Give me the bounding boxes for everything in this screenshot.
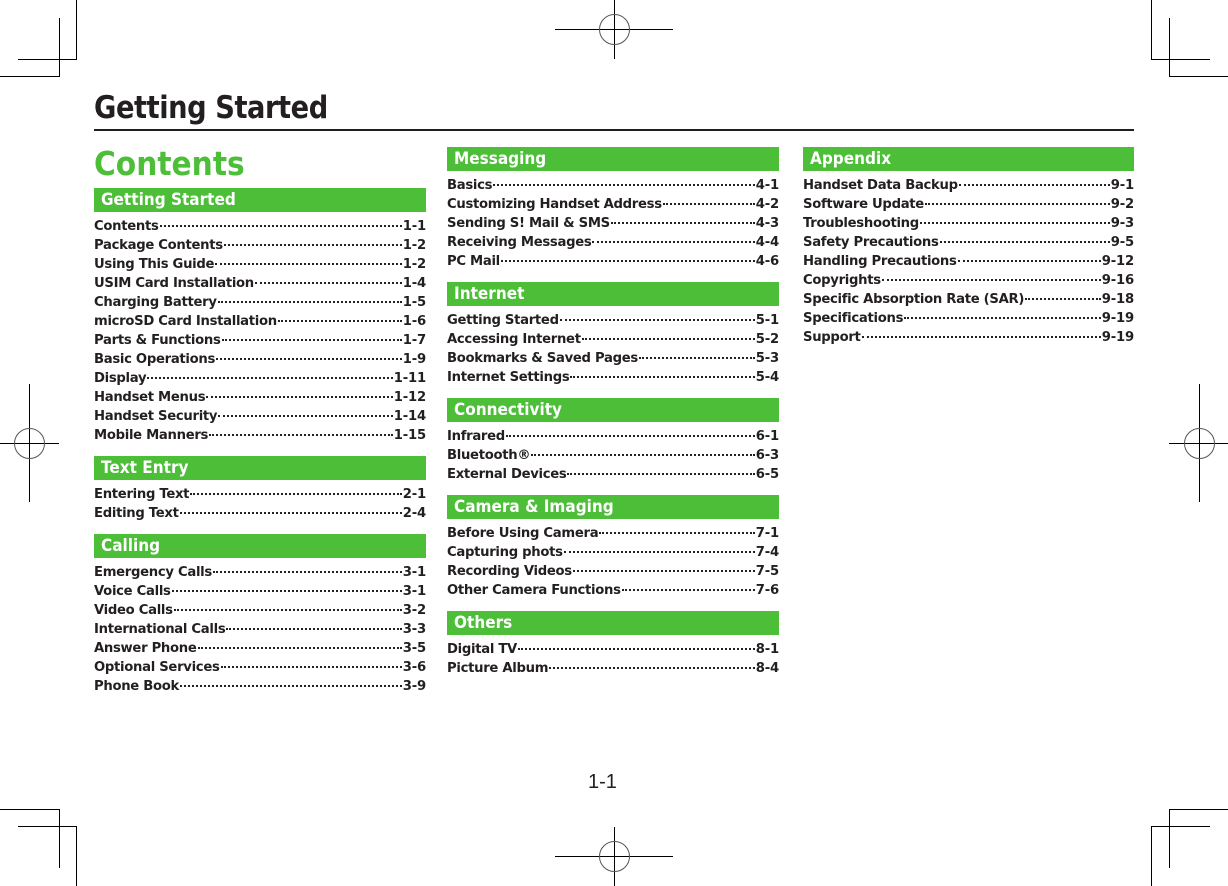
section-title: Others — [454, 613, 513, 633]
toc-entry-label: Voice Calls — [94, 584, 171, 599]
toc-entry-page: 5-2 — [755, 332, 779, 347]
toc-entry-label: Parts & Functions — [94, 333, 221, 348]
toc-entry-page: 7-4 — [755, 545, 779, 560]
toc-entry[interactable] — [447, 562, 779, 581]
toc-section — [94, 188, 426, 445]
toc-entry[interactable] — [803, 328, 1134, 347]
section-title: Messaging — [454, 149, 547, 169]
toc-entry-page: 1-6 — [402, 314, 426, 329]
toc-entry[interactable] — [94, 293, 426, 312]
toc-entry[interactable] — [803, 195, 1134, 214]
toc-entry[interactable] — [803, 309, 1134, 328]
toc-entry-label: Answer Phone — [94, 641, 197, 656]
dot-leader — [599, 532, 754, 534]
toc-entry[interactable] — [447, 214, 779, 233]
dot-leader — [218, 301, 402, 303]
dot-leader — [190, 493, 402, 495]
toc-entry-page: 1-2 — [402, 257, 426, 272]
section-header — [447, 495, 779, 519]
toc-entry-label: Optional Services — [94, 660, 220, 675]
dot-leader — [213, 571, 402, 573]
toc-entry-label: Support — [803, 330, 861, 345]
toc-entry-page: 4-1 — [755, 178, 779, 193]
toc-entry-label: Handset Data Backup — [803, 178, 958, 193]
toc-entry[interactable] — [803, 233, 1134, 252]
toc-entry-label: Handset Menus — [94, 390, 206, 405]
chapter-rule-divider — [94, 129, 1134, 131]
section-title: Calling — [101, 536, 161, 556]
dot-leader — [224, 244, 402, 246]
toc-entry-label: Digital TV — [447, 642, 517, 657]
toc-entry-page: 7-5 — [755, 564, 779, 579]
toc-entry[interactable] — [447, 581, 779, 600]
toc-section — [94, 456, 426, 523]
toc-entry[interactable] — [94, 582, 426, 601]
toc-entry-label: Getting Started — [447, 313, 559, 328]
toc-entry[interactable] — [94, 426, 426, 445]
toc-entry-label: Other Camera Functions — [447, 583, 621, 598]
section-title: Connectivity — [454, 400, 563, 420]
toc-entry[interactable] — [94, 504, 426, 523]
toc-section — [447, 147, 779, 271]
toc-entry[interactable] — [94, 601, 426, 620]
toc-entry-label: Picture Album — [447, 661, 549, 676]
toc-entry-label: Specific Absorption Rate (SAR) — [803, 292, 1025, 307]
toc-entry-label: International Calls — [94, 622, 226, 637]
toc-entry-label: External Devices — [447, 467, 567, 482]
toc-entry[interactable] — [94, 620, 426, 639]
toc-entry[interactable] — [447, 427, 779, 446]
dot-leader — [206, 396, 393, 398]
toc-entry-label: Handling Precautions — [803, 254, 957, 269]
toc-entry[interactable] — [447, 524, 779, 543]
toc-entry-label: Charging Battery — [94, 295, 217, 310]
dot-leader — [493, 184, 755, 186]
toc-entry-label: Using This Guide — [94, 257, 215, 272]
toc-entry-label: Sending S! Mail & SMS — [447, 216, 610, 231]
toc-entry-page: 1-5 — [402, 295, 426, 310]
toc-entry-label: Copyrights — [803, 273, 881, 288]
toc-entry-label: Package Contents — [94, 238, 223, 253]
toc-entry[interactable] — [447, 233, 779, 252]
toc-entry-label: Specifications — [803, 311, 904, 326]
toc-entry-page: 9-12 — [1101, 254, 1134, 269]
dot-leader — [611, 222, 755, 224]
toc-entry-label: Internet Settings — [447, 370, 570, 385]
toc-entry[interactable] — [94, 639, 426, 658]
toc-entry-label: Video Calls — [94, 603, 173, 618]
dot-leader — [549, 667, 755, 669]
toc-entry-page: 5-1 — [755, 313, 779, 328]
toc-entry-page: 1-7 — [402, 333, 426, 348]
dot-leader — [531, 454, 755, 456]
dot-leader — [209, 434, 393, 436]
toc-section — [447, 398, 779, 484]
toc-entry-label: Bookmarks & Saved Pages — [447, 351, 638, 366]
toc-entry-label: Customizing Handset Address — [447, 197, 662, 212]
toc-entry-page: 3-1 — [402, 584, 426, 599]
dot-leader — [518, 648, 755, 650]
dot-leader — [506, 435, 755, 437]
toc-entry-page: 5-4 — [755, 370, 779, 385]
toc-entry-page: 9-19 — [1101, 330, 1134, 345]
toc-entry[interactable] — [94, 369, 426, 388]
dot-leader — [920, 222, 1110, 224]
toc-entry[interactable] — [447, 543, 779, 562]
toc-entry-page: 1-14 — [393, 409, 426, 424]
toc-section — [94, 534, 426, 696]
toc-column-1 — [94, 188, 426, 707]
dot-leader — [904, 317, 1101, 319]
toc-entry-label: Contents — [94, 219, 159, 234]
dot-leader — [862, 336, 1101, 338]
contents-heading: Contents — [94, 144, 245, 183]
toc-entry-page: 9-19 — [1101, 311, 1134, 326]
toc-entry[interactable] — [94, 407, 426, 426]
toc-entry[interactable] — [94, 274, 426, 293]
toc-entry-page: 3-2 — [402, 603, 426, 618]
dot-leader — [567, 473, 754, 475]
toc-entry-label: Entering Text — [94, 487, 190, 502]
toc-entry-label: Recording Videos — [447, 564, 572, 579]
toc-entry[interactable] — [803, 214, 1134, 233]
section-header — [447, 611, 779, 635]
dot-leader — [222, 339, 402, 341]
toc-entry-label: PC Mail — [447, 254, 500, 269]
toc-entry-page: 9-18 — [1101, 292, 1134, 307]
section-header — [803, 147, 1134, 171]
section-header — [94, 534, 426, 558]
toc-entry-page: 3-1 — [402, 565, 426, 580]
dot-leader — [215, 263, 402, 265]
dot-leader — [1025, 298, 1101, 300]
toc-entry-label: Basics — [447, 178, 493, 193]
dot-leader — [147, 377, 393, 379]
section-header — [447, 398, 779, 422]
toc-entry[interactable] — [447, 465, 779, 484]
toc-entry-label: Capturing phots — [447, 545, 563, 560]
toc-entry-label: Troubleshooting — [803, 216, 919, 231]
toc-entry-page: 3-5 — [402, 641, 426, 656]
toc-entry-page: 4-3 — [755, 216, 779, 231]
toc-entry-page: 9-16 — [1101, 273, 1134, 288]
toc-entry-page: 8-4 — [755, 661, 779, 676]
toc-entry-page: 3-6 — [402, 660, 426, 675]
toc-entry-page: 4-6 — [755, 254, 779, 269]
section-title: Getting Started — [101, 190, 236, 210]
section-title: Internet — [454, 284, 525, 304]
toc-entry-label: Emergency Calls — [94, 565, 212, 580]
toc-entry-label: Handset Security — [94, 409, 218, 424]
toc-entry[interactable] — [447, 252, 779, 271]
toc-entry-page: 3-3 — [402, 622, 426, 637]
toc-entry[interactable] — [447, 176, 779, 195]
dot-leader — [882, 279, 1101, 281]
toc-entry-page: 9-2 — [1110, 197, 1134, 212]
dot-leader — [278, 320, 402, 322]
toc-column-2 — [447, 147, 779, 689]
toc-entry[interactable] — [447, 195, 779, 214]
toc-entry-page: 1-4 — [402, 276, 426, 291]
dot-leader — [226, 628, 401, 630]
page-number: 1-1 — [588, 771, 617, 793]
toc-entry-page: 1-15 — [393, 428, 426, 443]
toc-entry-page: 8-1 — [755, 642, 779, 657]
toc-entry[interactable] — [803, 176, 1134, 195]
section-header — [447, 282, 779, 306]
toc-entry[interactable] — [94, 677, 426, 696]
dot-leader — [180, 685, 402, 687]
dot-leader — [622, 589, 755, 591]
dot-leader — [582, 338, 755, 340]
toc-entry-label: Before Using Camera — [447, 526, 599, 541]
dot-leader — [958, 260, 1101, 262]
toc-entry-label: Safety Precautions — [803, 235, 939, 250]
dot-leader — [560, 319, 755, 321]
section-title: Appendix — [810, 149, 892, 169]
chapter-title: Getting Started — [94, 90, 328, 126]
toc-entry[interactable] — [94, 312, 426, 331]
toc-entry[interactable] — [803, 271, 1134, 290]
toc-entry[interactable] — [94, 217, 426, 236]
toc-entry-label: USIM Card Installation — [94, 276, 254, 291]
dot-leader — [174, 609, 402, 611]
toc-entry[interactable] — [447, 368, 779, 387]
dot-leader — [218, 415, 393, 417]
toc-entry-page: 6-1 — [755, 429, 779, 444]
toc-entry-label: Infrared — [447, 429, 505, 444]
toc-entry-page: 9-5 — [1110, 235, 1134, 250]
toc-section — [447, 611, 779, 678]
toc-entry-page: 7-1 — [755, 526, 779, 541]
toc-entry[interactable] — [447, 446, 779, 465]
toc-entry[interactable] — [94, 563, 426, 582]
dot-leader — [221, 666, 402, 668]
toc-entry-label: Basic Operations — [94, 352, 216, 367]
toc-entry-label: Bluetooth® — [447, 448, 531, 463]
dot-leader — [959, 184, 1110, 186]
section-header — [94, 188, 426, 212]
toc-entry[interactable] — [94, 388, 426, 407]
toc-entry-page: 6-3 — [755, 448, 779, 463]
section-title: Text Entry — [101, 458, 189, 478]
dot-leader — [570, 376, 754, 378]
toc-entry[interactable] — [94, 255, 426, 274]
dot-leader — [663, 203, 755, 205]
toc-entry-label: Mobile Manners — [94, 428, 209, 443]
toc-entry[interactable] — [94, 331, 426, 350]
toc-entry[interactable] — [94, 485, 426, 504]
toc-entry-label: Receiving Messages — [447, 235, 592, 250]
dot-leader — [573, 570, 755, 572]
toc-entry[interactable] — [94, 350, 426, 369]
toc-section — [447, 282, 779, 387]
toc-entry-page: 1-9 — [402, 352, 426, 367]
toc-entry[interactable] — [94, 658, 426, 677]
toc-entry-label: microSD Card Installation — [94, 314, 277, 329]
toc-entry-page: 9-1 — [1110, 178, 1134, 193]
dot-leader — [255, 282, 402, 284]
dot-leader — [180, 512, 402, 514]
toc-entry-label: Software Update — [803, 197, 924, 212]
section-title: Camera & Imaging — [454, 497, 614, 517]
toc-entry[interactable] — [803, 290, 1134, 309]
toc-entry-page: 3-9 — [402, 679, 426, 694]
dot-leader — [501, 260, 755, 262]
toc-entry[interactable] — [447, 640, 779, 659]
toc-entry[interactable] — [447, 659, 779, 678]
toc-column-3 — [803, 147, 1134, 358]
toc-entry-page: 1-11 — [393, 371, 426, 386]
toc-entry[interactable] — [447, 311, 779, 330]
toc-entry-page: 1-1 — [402, 219, 426, 234]
toc-entry-page: 7-6 — [755, 583, 779, 598]
toc-entry[interactable] — [447, 349, 779, 368]
dot-leader — [940, 241, 1110, 243]
toc-entry[interactable] — [94, 236, 426, 255]
section-header — [94, 456, 426, 480]
toc-entry-page: 1-12 — [393, 390, 426, 405]
toc-entry-page: 6-5 — [755, 467, 779, 482]
toc-section — [447, 495, 779, 600]
toc-section — [803, 147, 1134, 347]
toc-entry-page: 9-3 — [1110, 216, 1134, 231]
toc-entry-page: 4-4 — [755, 235, 779, 250]
toc-entry[interactable] — [803, 252, 1134, 271]
toc-entry-label: Display — [94, 371, 147, 386]
dot-leader — [172, 590, 402, 592]
toc-entry-label: Phone Book — [94, 679, 179, 694]
toc-entry-label: Accessing Internet — [447, 332, 581, 347]
dot-leader — [564, 551, 755, 553]
toc-entry-label: Editing Text — [94, 506, 179, 521]
dot-leader — [160, 225, 402, 227]
toc-entry-page: 5-3 — [755, 351, 779, 366]
section-header — [447, 147, 779, 171]
dot-leader — [216, 358, 402, 360]
toc-entry-page: 4-2 — [755, 197, 779, 212]
toc-entry[interactable] — [447, 330, 779, 349]
dot-leader — [925, 203, 1110, 205]
toc-entry-page: 1-2 — [402, 238, 426, 253]
dot-leader — [592, 241, 754, 243]
toc-entry-page: 2-4 — [402, 506, 426, 521]
dot-leader — [639, 357, 755, 359]
toc-entry-page: 2-1 — [402, 487, 426, 502]
dot-leader — [198, 647, 402, 649]
